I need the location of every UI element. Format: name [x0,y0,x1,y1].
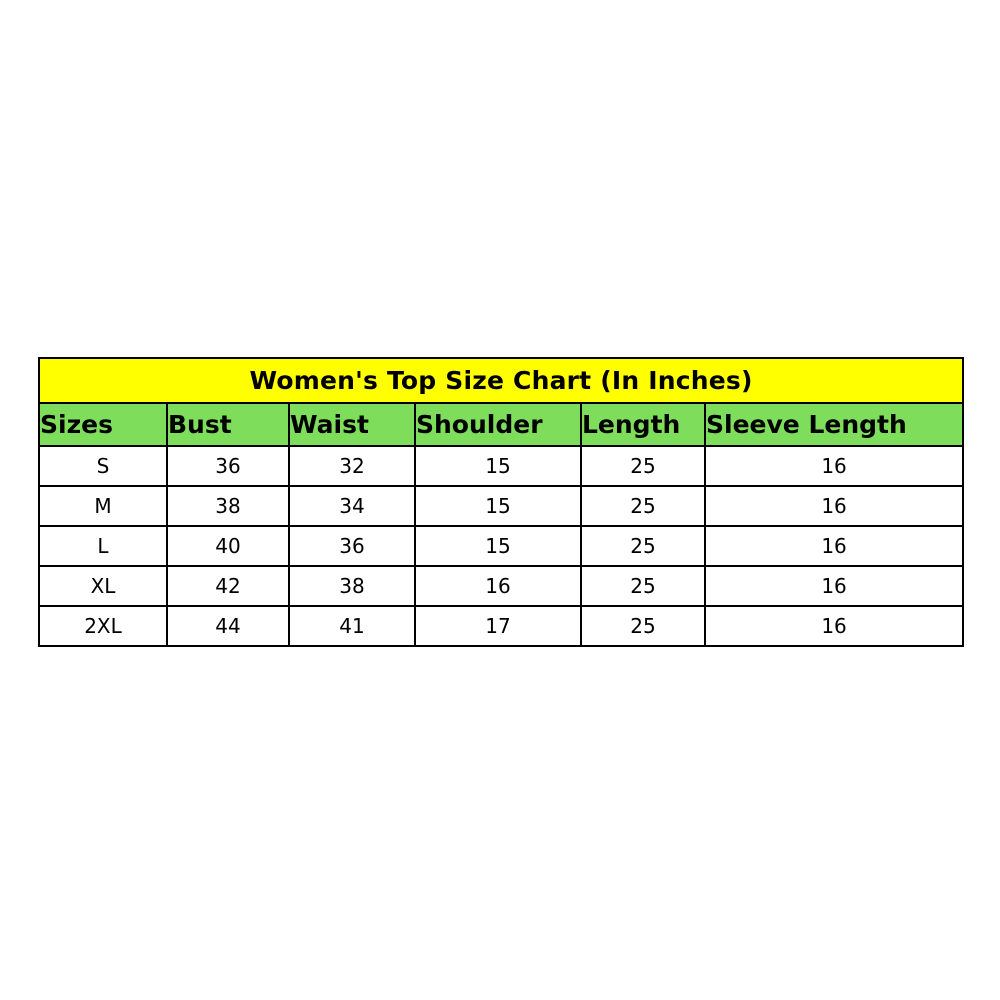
cell-size: 2XL [39,606,167,646]
cell-sleeve-length: 16 [705,446,963,486]
size-chart-table [38,357,964,647]
column-header-waist: Waist [289,403,415,446]
cell-length: 25 [581,606,705,646]
cell-length: 25 [581,486,705,526]
column-header-bust: Bust [167,403,289,446]
cell-waist: 36 [289,526,415,566]
cell-waist: 34 [289,486,415,526]
cell-waist: 38 [289,566,415,606]
cell-bust: 36 [167,446,289,486]
size-chart-container [38,357,962,647]
cell-shoulder: 15 [415,446,581,486]
cell-waist: 41 [289,606,415,646]
cell-size: XL [39,566,167,606]
column-header-sizes: Sizes [39,403,167,446]
column-header-length: Length [581,403,705,446]
cell-bust: 42 [167,566,289,606]
table-row [39,526,963,566]
table-row [39,446,963,486]
cell-sleeve-length: 16 [705,526,963,566]
cell-bust: 44 [167,606,289,646]
cell-sleeve-length: 16 [705,486,963,526]
table-row [39,486,963,526]
column-header-shoulder: Shoulder [415,403,581,446]
cell-shoulder: 16 [415,566,581,606]
cell-length: 25 [581,566,705,606]
cell-shoulder: 15 [415,526,581,566]
cell-length: 25 [581,446,705,486]
table-title-row [39,358,963,403]
cell-shoulder: 15 [415,486,581,526]
cell-bust: 38 [167,486,289,526]
cell-sleeve-length: 16 [705,606,963,646]
cell-size: L [39,526,167,566]
chart-title: Women's Top Size Chart (In Inches) [39,358,963,403]
column-header-sleeve-length: Sleeve Length [705,403,963,446]
table-row [39,606,963,646]
table-row [39,566,963,606]
cell-shoulder: 17 [415,606,581,646]
cell-sleeve-length: 16 [705,566,963,606]
table-header-row [39,403,963,446]
cell-size: S [39,446,167,486]
cell-length: 25 [581,526,705,566]
cell-waist: 32 [289,446,415,486]
cell-size: M [39,486,167,526]
cell-bust: 40 [167,526,289,566]
